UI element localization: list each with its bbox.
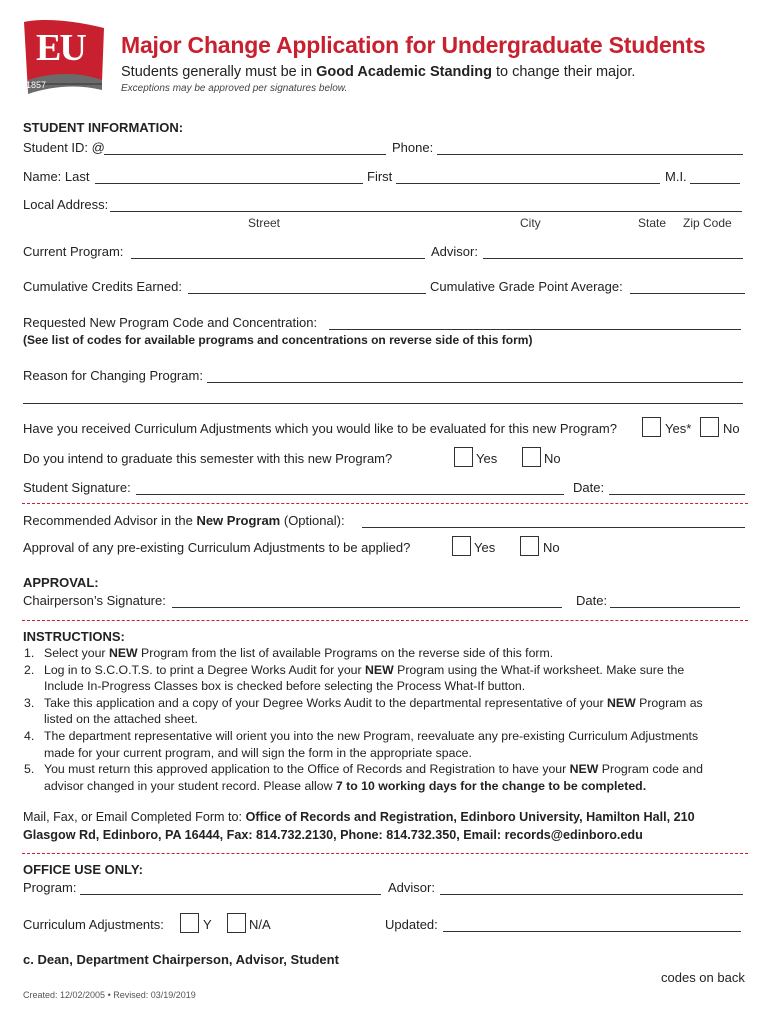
instruction-segment: Include In-Progress Classes box is checked before selecting the Process What-If button.	[44, 679, 526, 694]
student-id-label: Student ID: @	[23, 140, 105, 155]
office-updated-field[interactable]	[443, 931, 741, 932]
graduate-yes-checkbox[interactable]	[454, 447, 473, 467]
instruction-text	[44, 762, 703, 776]
phone-label: Phone:	[392, 140, 434, 155]
student-id-field[interactable]	[104, 154, 386, 155]
instruction-number: 5.	[24, 762, 35, 777]
instruction-number: 3.	[24, 695, 35, 710]
approval-heading: APPROVAL:	[23, 575, 99, 590]
instructions-heading: INSTRUCTIONS:	[23, 629, 125, 644]
last-name-field[interactable]	[95, 183, 363, 184]
instructions-list	[0, 646, 770, 796]
instruction-number: 2.	[24, 662, 35, 677]
divider	[22, 503, 748, 504]
office-program-label: Program:	[23, 880, 77, 895]
chair-signature-label: Chairperson’s Signature:	[23, 593, 166, 608]
instruction-segment: Program from the list of available Programs on the reverse side of this form.	[137, 646, 554, 660]
requested-program-note: (See list of codes for available programs and concentrations on reverse side of this form)	[23, 333, 533, 347]
office-na-checkbox[interactable]	[227, 913, 246, 933]
curriculum-adjust-question: Have you received Curriculum Adjustments which you would like to be evaluated for this new Program?	[23, 421, 617, 436]
graduate-no-label: No	[544, 451, 561, 466]
instruction-segment: made for your current program, and will sign the form in the appropriate space.	[44, 745, 472, 760]
instruction-segment: 7 to 10 working days for the change to be completed.	[335, 778, 647, 793]
reason-label: Reason for Changing Program:	[23, 368, 203, 383]
chair-signature-field[interactable]	[172, 607, 562, 608]
instruction-text	[44, 646, 553, 660]
instruction-segment: Select your	[44, 646, 109, 660]
instruction-number: 1.	[24, 646, 35, 660]
instruction-text	[44, 729, 698, 743]
advisor-label: Advisor:	[431, 244, 478, 259]
instruction-text	[44, 712, 198, 726]
instruction-segment: Program code and	[598, 762, 703, 777]
current-program-field[interactable]	[131, 258, 425, 259]
instruction-segment: NEW	[569, 762, 599, 777]
chair-date-label: Date:	[576, 593, 608, 608]
instruction-segment: advisor changed in your student record. Please allow	[44, 778, 336, 793]
approval-no-checkbox[interactable]	[520, 536, 539, 556]
graduate-question: Do you intend to graduate this semester with this new Program?	[23, 451, 393, 466]
current-program-label: Current Program:	[23, 244, 124, 259]
mail-line-1: Mail, Fax, or Email Completed Form to: Office of Records and Registration, Edinboro University, Hamilton Hall, 210	[23, 810, 695, 824]
street-caption: Street	[248, 216, 281, 230]
student-signature-field[interactable]	[136, 494, 564, 495]
instruction-text	[44, 696, 703, 710]
instruction-text	[44, 663, 684, 677]
page-title: Major Change Application for Undergraduate Students	[121, 32, 706, 58]
graduate-yes-label: Yes	[476, 451, 498, 466]
mail-line-2: Glasgow Rd, Edinboro, PA 16444, Fax: 814.732.2130, Phone: 814.732.350, Email: records@edinboro.edu	[23, 828, 643, 842]
office-advisor-label: Advisor:	[388, 880, 435, 895]
reason-field-2[interactable]	[23, 403, 743, 404]
instruction-text	[44, 746, 472, 760]
local-address-label: Local Address:	[23, 197, 109, 212]
adjust-yes-checkbox[interactable]	[642, 417, 661, 437]
office-y-label: Y	[203, 917, 212, 932]
first-name-field[interactable]	[396, 183, 660, 184]
codes-on-back: codes on back	[661, 970, 745, 985]
approval-no-label: No	[543, 540, 560, 555]
office-use-heading: OFFICE USE ONLY:	[23, 862, 143, 877]
gpa-field[interactable]	[630, 293, 745, 294]
instruction-segment: Program as	[635, 695, 703, 710]
reason-field-1[interactable]	[207, 382, 743, 383]
student-date-label: Date:	[573, 480, 605, 495]
approval-yes-label: Yes	[474, 540, 496, 555]
instruction-segment: NEW	[607, 695, 636, 710]
instruction-segment: Log in to S.C.O.T.S. to print a Degree Works Audit for your	[44, 662, 366, 677]
graduate-no-checkbox[interactable]	[522, 447, 541, 467]
approval-yes-checkbox[interactable]	[452, 536, 471, 556]
divider	[22, 620, 748, 621]
office-na-label: N/A	[249, 917, 271, 932]
mi-field[interactable]	[690, 183, 740, 184]
last-name-label: Name: Last	[23, 169, 90, 184]
logo-monogram: EU	[36, 27, 85, 69]
subtitle-note: Exceptions may be approved per signatures below.	[121, 83, 348, 94]
approval-adjust-question: Approval of any pre-existing Curriculum Adjustments to be applied?	[23, 540, 411, 555]
instruction-segment: Take this application and a copy of your Degree Works Audit to the departmental representative of your	[44, 695, 608, 710]
requested-program-field[interactable]	[329, 329, 741, 330]
created-revised: Created: 12/02/2005 • Revised: 03/19/2019	[23, 990, 196, 1000]
adjust-no-label: No	[723, 421, 740, 436]
instruction-segment: listed on the attached sheet.	[44, 712, 198, 727]
divider	[22, 853, 748, 854]
credits-label: Cumulative Credits Earned:	[23, 279, 182, 294]
advisor-field[interactable]	[483, 258, 743, 259]
credits-field[interactable]	[188, 293, 426, 294]
zip-caption: Zip Code	[683, 216, 732, 230]
subtitle: Students generally must be in Good Academic Standing to change their major.	[121, 64, 636, 80]
student-date-field[interactable]	[609, 494, 745, 495]
chair-date-field[interactable]	[610, 607, 740, 608]
phone-field[interactable]	[437, 154, 743, 155]
instruction-segment: NEW	[365, 662, 394, 677]
instruction-text	[44, 779, 646, 793]
office-curriculum-label: Curriculum Adjustments:	[23, 917, 164, 932]
requested-program-label: Requested New Program Code and Concentration:	[23, 315, 318, 330]
instruction-segment: You must return this approved application to the Office of Records and Registration to have your	[44, 762, 570, 777]
logo-year: 1857	[26, 80, 47, 90]
student-info-heading: STUDENT INFORMATION:	[23, 120, 184, 135]
instruction-segment: Program using the What-if worksheet. Make sure the	[393, 662, 685, 677]
student-signature-label: Student Signature:	[23, 480, 131, 495]
instruction-segment: The department representative will orient you into the new Program, reevaluate any pre-existing Curriculum Adjustments	[44, 729, 699, 743]
adjust-yes-label: Yes*	[665, 421, 692, 436]
recommended-advisor-field[interactable]	[362, 527, 745, 528]
adjust-no-checkbox[interactable]	[700, 417, 719, 437]
gpa-label: Cumulative Grade Point Average:	[430, 279, 623, 294]
university-logo	[22, 18, 106, 96]
cc-line: c. Dean, Department Chairperson, Advisor, Student	[23, 952, 339, 967]
office-y-checkbox[interactable]	[180, 913, 199, 933]
first-name-label: First	[367, 169, 393, 184]
recommended-advisor-label: Recommended Advisor in the New Program (Optional):	[23, 513, 345, 528]
city-caption: City	[520, 216, 541, 230]
state-caption: State	[638, 216, 667, 230]
instruction-text	[44, 679, 525, 693]
office-program-field[interactable]	[80, 894, 381, 895]
office-updated-label: Updated:	[385, 917, 438, 932]
instruction-segment: NEW	[108, 646, 138, 660]
local-address-field[interactable]	[110, 211, 742, 212]
office-advisor-field[interactable]	[440, 894, 743, 895]
mi-label: M.I.	[665, 169, 687, 184]
instruction-number: 4.	[24, 729, 35, 743]
